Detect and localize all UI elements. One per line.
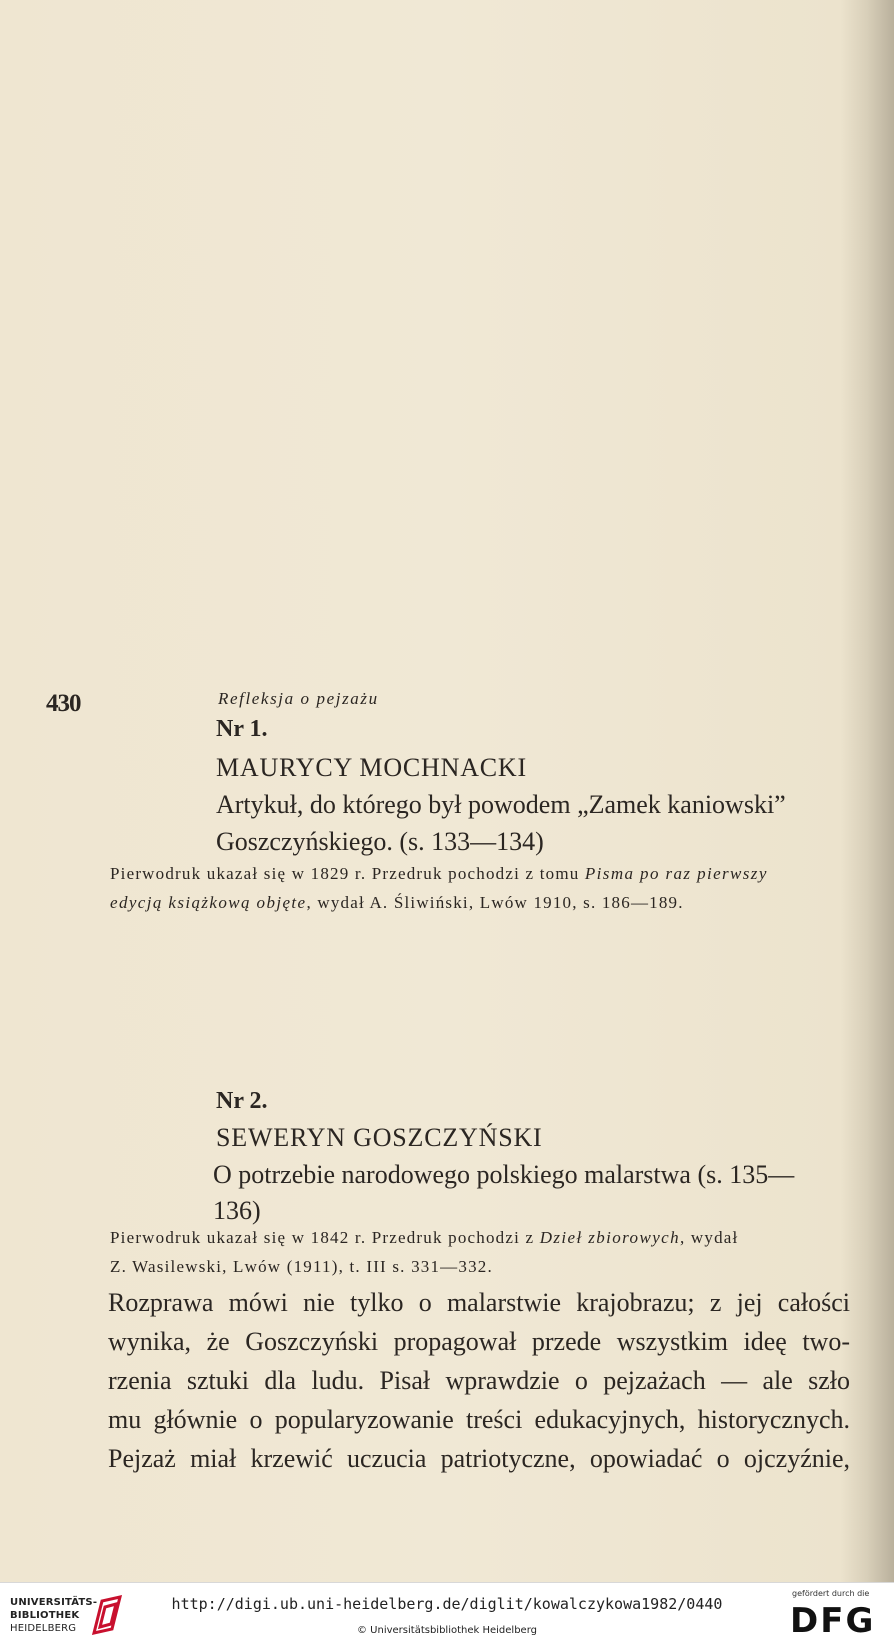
entry-1-note-publisher: , wydał A. Śliwiński, Lwów 1910, s. 186—189.: [306, 893, 684, 912]
library-logo-line-1: UNIVERSITÄTS-: [10, 1597, 98, 1608]
entry-2-note-publisher: , wydał: [680, 1228, 739, 1247]
entry-2-number: Nr 2.: [216, 1088, 268, 1114]
entry-2-note-text: Pierwodruk ukazał się w 1842 r. Przedruk pochodzi z: [110, 1228, 540, 1247]
entry-1-author: MAURYCY MOCHNACKI: [216, 753, 527, 782]
dfg-caption: gefördert durch die: [792, 1589, 870, 1598]
entry-1-note-line-2: [110, 893, 862, 913]
running-head: Refleksja o pejzażu: [218, 689, 379, 708]
entry-1-number: Nr 1.: [216, 716, 268, 742]
copyright-notice: © Universitätsbibliothek Heidelberg: [356, 1625, 537, 1636]
viewer-footer: [0, 1582, 894, 1649]
entry-1-title-line-2: Goszczyńskiego. (s. 133—134): [216, 827, 544, 856]
entry-2-note-line-1: [110, 1228, 862, 1248]
body-line-5: Pejzaż miał krzewić uczucia patriotyczne, opowiadać o ojczyźnie,: [108, 1444, 850, 1473]
entry-1-note-source-title: Pisma po raz pierwszy: [584, 864, 768, 883]
entry-2-author: SEWERYN GOSZCZYŃSKI: [216, 1123, 543, 1152]
body-line-1: Rozprawa mówi nie tylko o malarstwie krajobrazu; z jej całości: [108, 1288, 850, 1317]
entry-1-note-line-1: [110, 864, 862, 884]
library-logo-line-3: HEIDELBERG: [10, 1623, 77, 1634]
dfg-logo: DFG: [790, 1601, 876, 1641]
body-line-3: rzenia sztuki dla ludu. Pisał wprawdzie o pejzażach — ale szło: [108, 1366, 850, 1395]
entry-2-title-line-1: O potrzebie narodowego polskiego malarstwa (s. 135—: [213, 1160, 795, 1189]
entry-1-note-source-title-cont: edycją książkową objęte: [110, 893, 307, 912]
body-line-4: mu głównie o popularyzowanie treści edukacyjnych, historycznych.: [108, 1405, 850, 1434]
body-line-2: wynika, że Goszczyński propagował przede wszystkim ideę two-: [108, 1327, 850, 1356]
entry-2-note-source-title: Dzieł zbiorowych: [539, 1228, 680, 1247]
page-number: 430: [46, 690, 81, 717]
permalink-url[interactable]: http://digi.ub.uni-heidelberg.de/diglit/kowalczykowa1982/0440: [171, 1595, 723, 1613]
entry-1-title-line-1: Artykuł, do którego był powodem „Zamek kaniowski”: [216, 790, 786, 819]
entry-1-note-text: Pierwodruk ukazał się w 1829 r. Przedruk pochodzi z tomu: [110, 864, 585, 883]
entry-2-note-line-2: Z. Wasilewski, Lwów (1911), t. III s. 331—332.: [110, 1257, 493, 1276]
entry-2-title-line-2: 136): [213, 1196, 261, 1225]
library-logo-line-2: BIBLIOTHEK: [10, 1610, 80, 1621]
